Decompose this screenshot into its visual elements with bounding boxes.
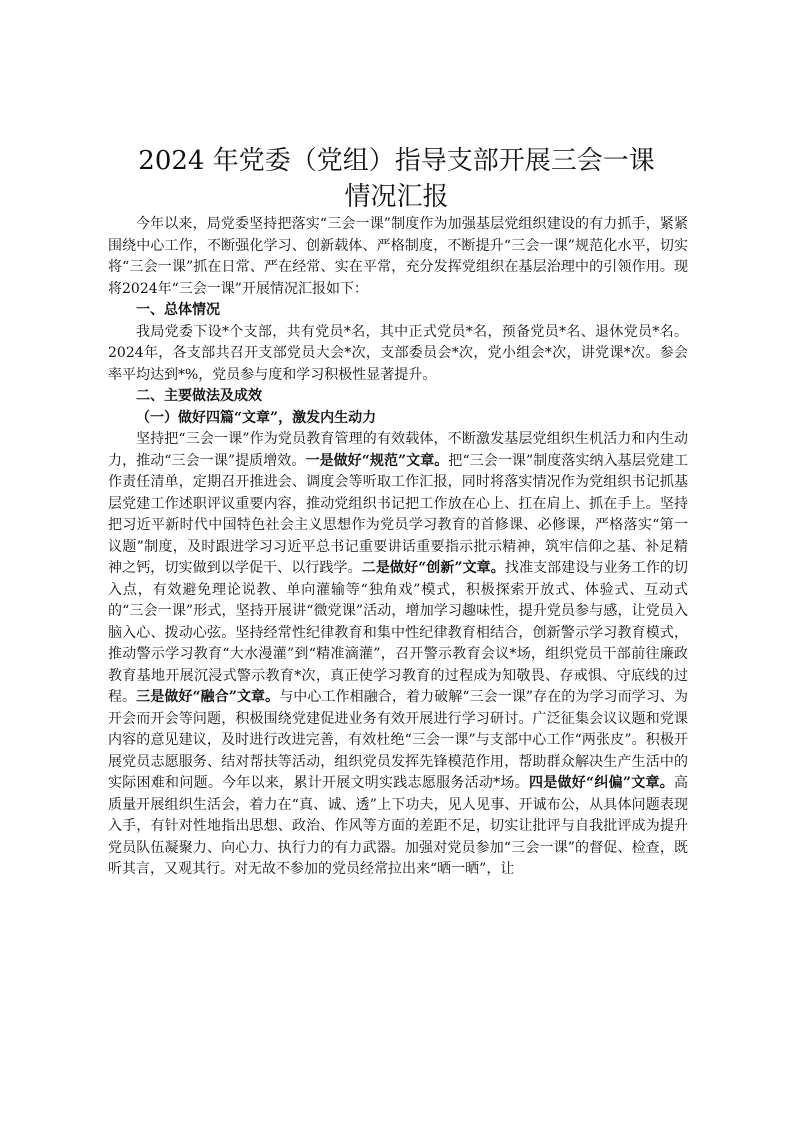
document-title-line-1: 2024 年党委（党组）指导支部开展三会一课 xyxy=(138,146,655,176)
section-heading-practices: 二、主要做法及成效 xyxy=(136,388,262,404)
point-heading-innovate: 二是做好“创新”文章。 xyxy=(361,560,505,576)
practices-text-b: 把“三会一课”制度落实纳入基层党建工作责任清单，定期召开推进会、调度会等听取工作汇报，同时将落实情况作为党组织书记抓基层党建工作述职评议重要内容，推动党组织书记把工作放在心上、扛在肩上、抓在手上。坚持把习近平新时代中国特色社会主义思想作为党员学习教育的首修课、必修课，严格落实“第一议题”制度，及时跟进学习习近平总书记重要讲话重要指示批示精神，筑牢信仰之基、补足精神之钙，切实做到以学促干、以行践学。 xyxy=(108,452,688,576)
intro-paragraph: 今年以来，局党委坚持把落实“三会一课”制度作为加强基层党组织建设的有力抓手，紧紧围绕中心工作，不断强化学习、创新载体、严格制度，不断提升“三会一课”规范化水平，切实将“三会一课”抓在日常、严在经常、实在平常，充分发挥党组织在基层治理中的引领作用。现将2024年“三会一课”开展情况汇报如下： xyxy=(108,216,688,297)
point-heading-integrate: 三是做好“融合”文章。 xyxy=(136,689,280,705)
point-heading-correct: 四是做好“纠偏”文章。 xyxy=(528,775,674,791)
document-title-line-2: 情况汇报 xyxy=(344,182,449,212)
practices-text-e: 高质量开展组织生活会，着力在“真、诚、透”上下功夫，见人见事、开诚布公，从具体问题表现入手，有针对性地指出思想、政治、作风等方面的差距不足，切实让批评与自我批评成为提升党员队伍凝聚力、向心力、执行力的有力武器。加强对党员参加“三会一课”的督促、检查，既听其言，又观其行。对无故不参加的党员经常拉出来“晒一晒”，让 xyxy=(108,775,688,877)
document-body xyxy=(108,214,688,881)
section-heading-overview: 一、总体情况 xyxy=(136,302,220,318)
point-heading-standardize: 一是做好“规范”文章。 xyxy=(305,452,449,469)
practices-text-a: 坚持把“三会一课”作为党员教育管理的有效载体，不断激发基层党组织生机活力和内生动力，推动“三会一课”提质增效。 xyxy=(108,431,688,469)
practices-text-c: 找准支部建设与业务工作的切入点，有效避免理论说教、单向灌输等“独角戏”模式，积极探索开放式、体验式、互动式的“三会一课”形式，坚持开展讲“微党课”活动，增加学习趣味性，提升党员参与感，让党员入脑入心、拨动心弦。坚持经常性纪律教育和集中性纪律教育相结合，创新警示学习教育模式，推动警示学习教育“大水漫灌”到“精准滴灌”，召开警示教育会议*场，组织党员干部前往廉政教育基地开展沉浸式警示教育*次，真正使学习教育的过程成为知敬畏、存戒惧、守底线的过程。 xyxy=(108,560,689,705)
practices-text-d: 与中心工作相融合，着力破解“三会一课”存在的为学习而学习、为开会而开会等问题，积极围绕党建促进业务有效开展进行学习研讨。广泛征集会议议题和党课内容的意见建议，及时进行改进完善，有效杜绝“三会一课”与支部中心工作“两张皮”。积极开展党员志愿服务、结对帮扶等活动，组织党员发挥先锋模范作用，帮助群众解决生产生活中的实际困难和问题。今年以来，累计开展文明实践志愿服务活动*场。 xyxy=(108,689,688,791)
overview-paragraph: 我局党委下设*个支部，共有党员*名，其中正式党员*名，预备党员*名、退休党员*名。2024年，各支部共召开支部党员大会*次，支部委员会*次，党小组会*次，讲党课*次。参会率平均达到*%，党员参与度和学习积极性显著提升。 xyxy=(108,323,688,383)
subsection-heading-four-articles: （一）做好四篇“文章”，激发内生动力 xyxy=(136,409,377,426)
practices-paragraph xyxy=(108,429,688,881)
